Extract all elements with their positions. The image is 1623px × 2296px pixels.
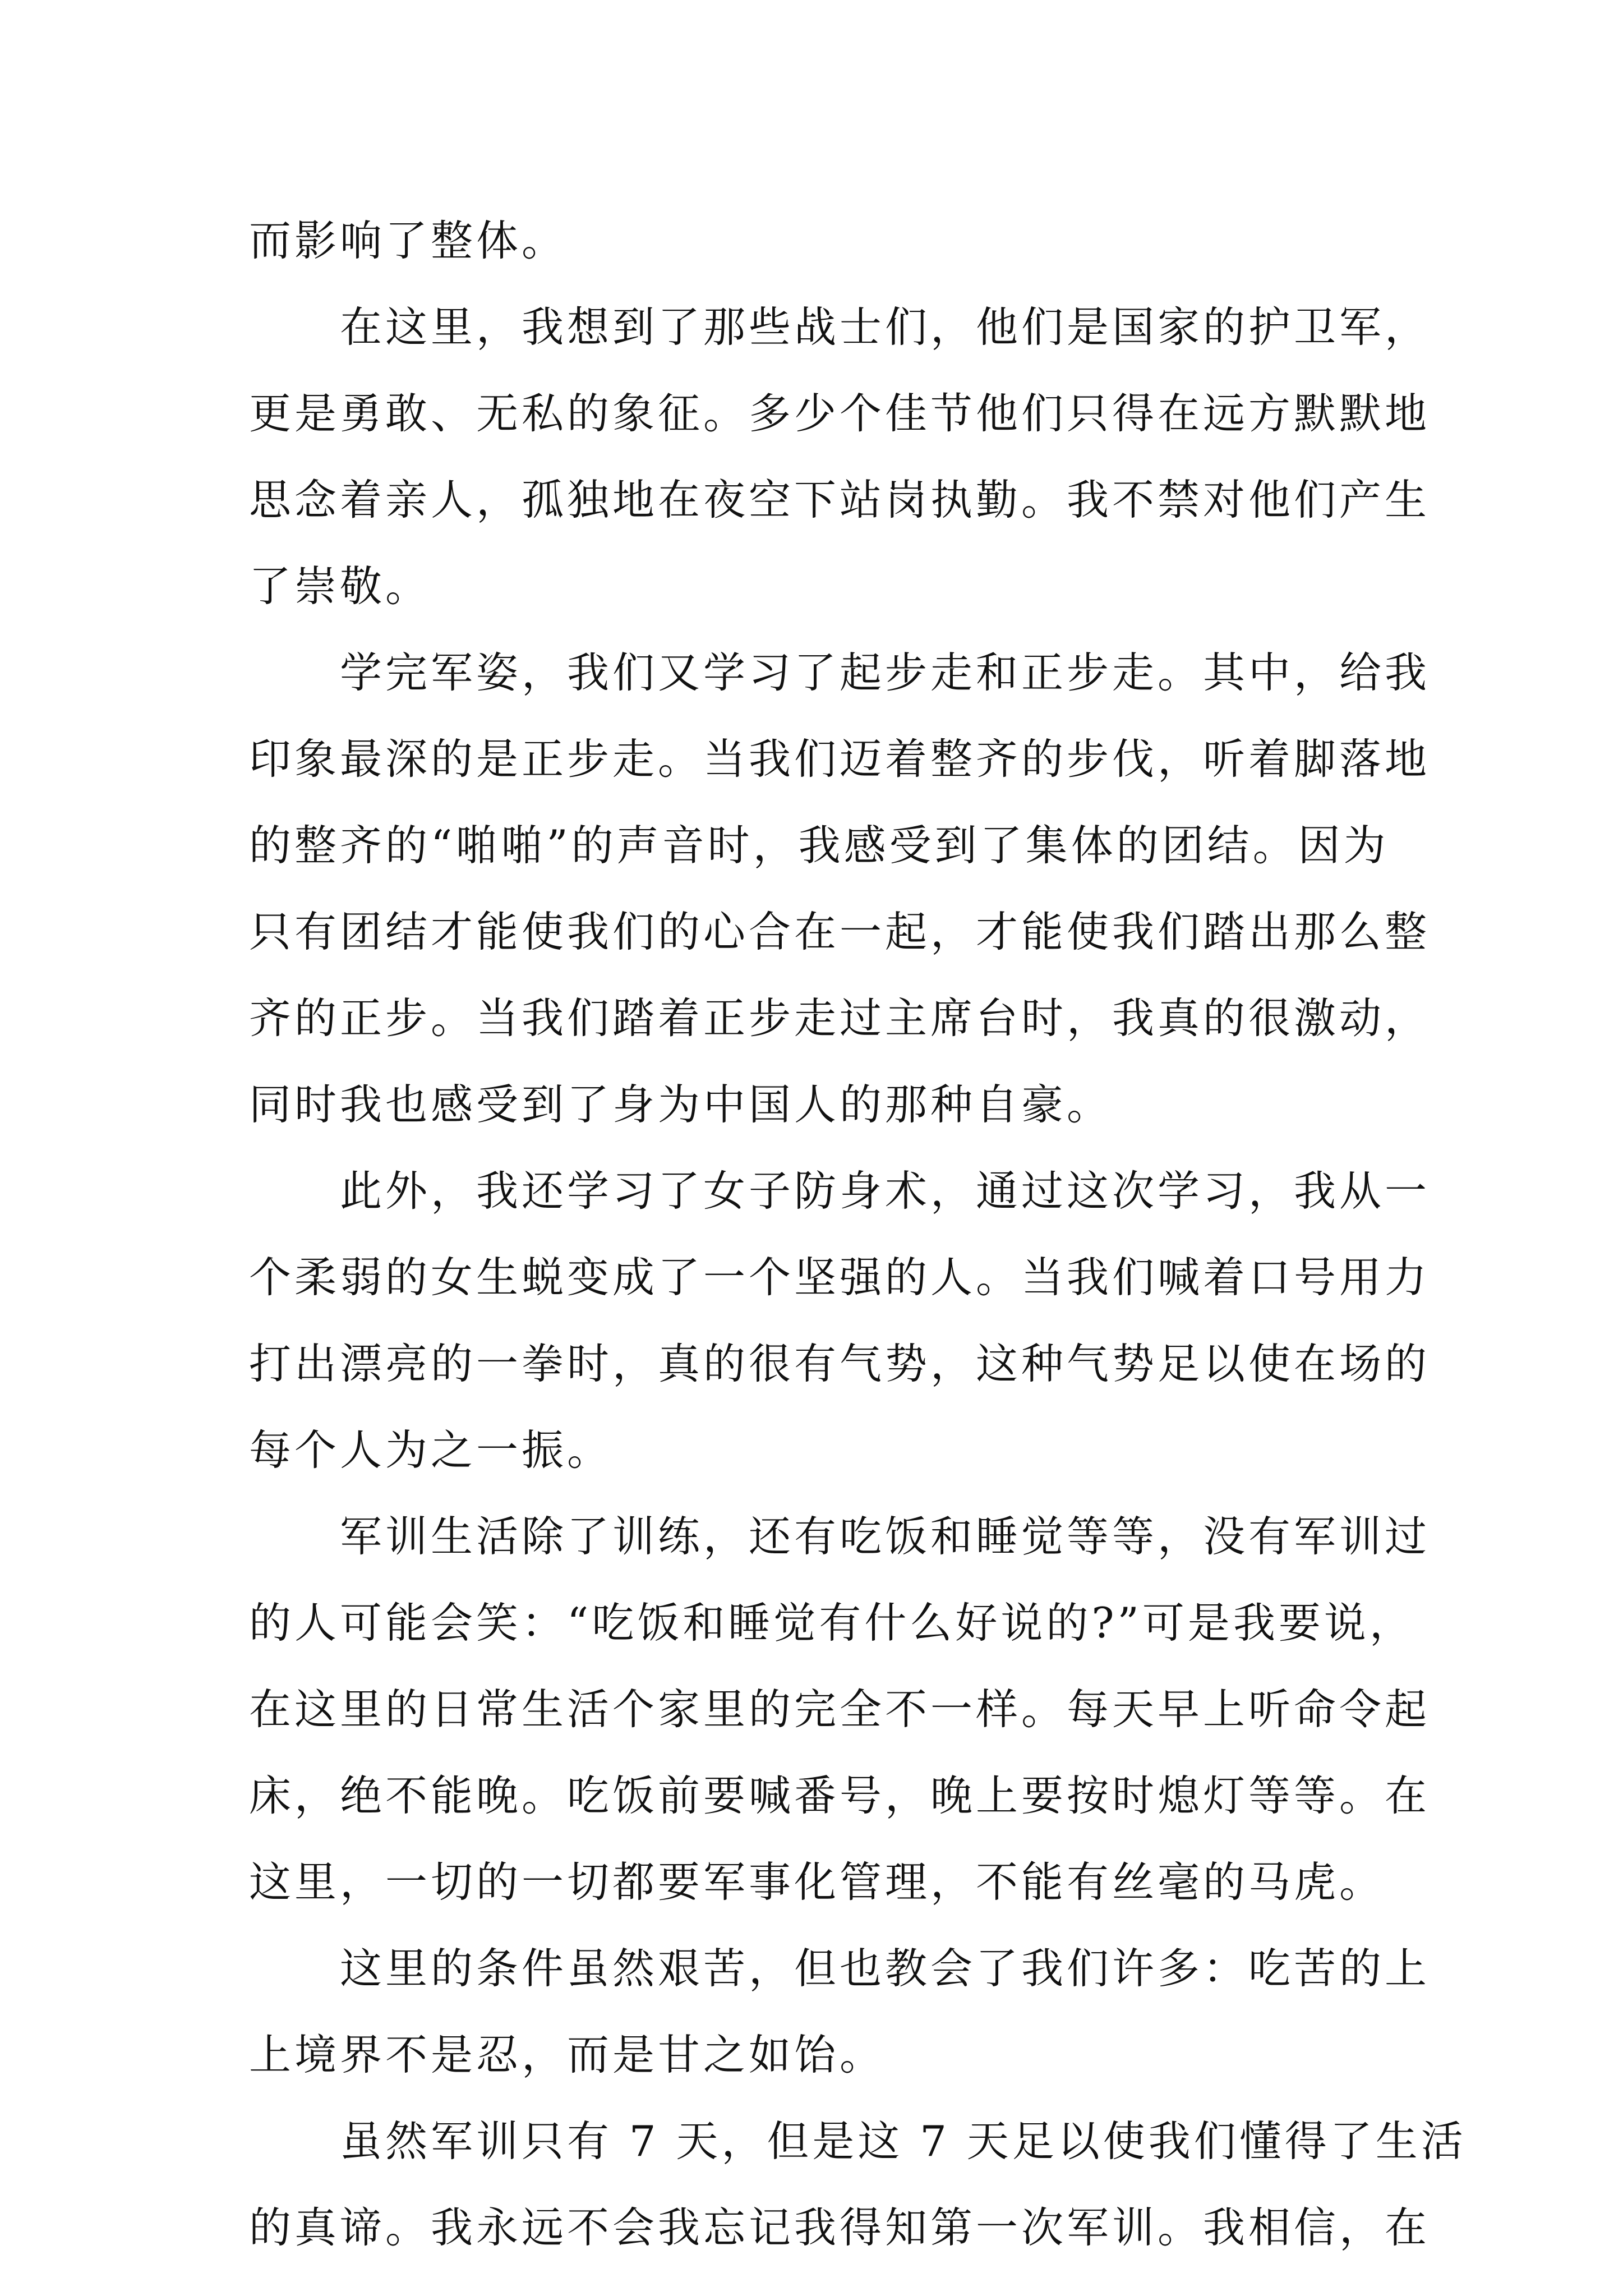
text-line: 打出漂亮的一拳时，真的很有气势，这种气势足以使在场的 (249, 1339, 1431, 1388)
text-line: 虽然军训只有 7 天，但是这 7 天足以使我们懂得了生活 (340, 2116, 1467, 2166)
paragraph-6 (249, 1925, 1431, 2098)
text-line: 的真谛。我永远不会我忘记我得知第一次军训。我相信，在 (249, 2203, 1431, 2252)
text-line: 了崇敬。 (249, 562, 431, 611)
text-line: 只有团结才能使我们的心合在一起，才能使我们踏出那么整 (249, 907, 1431, 956)
text-line: 这里的条件虽然艰苦，但也教会了我们许多：吃苦的上 (340, 1944, 1431, 1993)
text-line: 在这里的日常生活个家里的完全不一样。每天早上听命令起 (249, 1685, 1431, 1734)
paragraph-1 (249, 197, 1404, 284)
text-line: 思念着亲人，孤独地在夜空下站岗执勤。我不禁对他们产生 (249, 475, 1431, 524)
paragraph-2 (249, 284, 1431, 629)
text-line: 同时我也感受到了身为中国人的那种自豪。 (249, 1080, 1113, 1129)
text-line: 床，绝不能晚。吃饭前要喊番号，晚上要按时熄灯等等。在 (249, 1771, 1431, 1820)
text-line: 此外，我还学习了女子防身术，通过这次学习，我从一 (340, 1166, 1431, 1216)
text-line: 学完军姿，我们又学习了起步走和正步走。其中，给我 (340, 648, 1431, 697)
text-line: 军训生活除了训练，还有吃饭和睡觉等等，没有军训过 (340, 1512, 1431, 1561)
paragraph-4 (249, 1148, 1431, 1493)
document-body (249, 197, 1467, 2271)
text-line: 这里，一切的一切都要军事化管理，不能有丝毫的马虎。 (249, 1857, 1385, 1907)
text-line: 印象最深的是正步走。当我们迈着整齐的步伐，听着脚落地 (249, 734, 1431, 784)
text-line: 的整齐的“啪啪”的声音时，我感受到了集体的团结。因为 (249, 821, 1389, 870)
text-line: 的人可能会笑：“吃饭和睡觉有什么好说的?”可是我要说， (249, 1598, 1415, 1648)
text-line: 而影响了整体。 (249, 216, 568, 265)
paragraph-3 (249, 629, 1431, 1148)
text-line: 更是勇敢、无私的象征。多少个佳节他们只得在远方默默地 (249, 389, 1431, 438)
text-line: 在这里，我想到了那些战士们，他们是国家的护卫军， (340, 302, 1431, 352)
paragraph-5 (249, 1493, 1431, 1925)
text-line: 每个人为之一振。 (249, 1425, 613, 1475)
text-line: 上境界不是忍，而是甘之如饴。 (249, 2030, 886, 2079)
paragraph-7 (249, 2098, 1467, 2271)
text-line: 齐的正步。当我们踏着正步走过主席台时，我真的很激动， (249, 993, 1431, 1043)
text-line: 个柔弱的女生蜕变成了一个坚强的人。当我们喊着口号用力 (249, 1253, 1431, 1302)
